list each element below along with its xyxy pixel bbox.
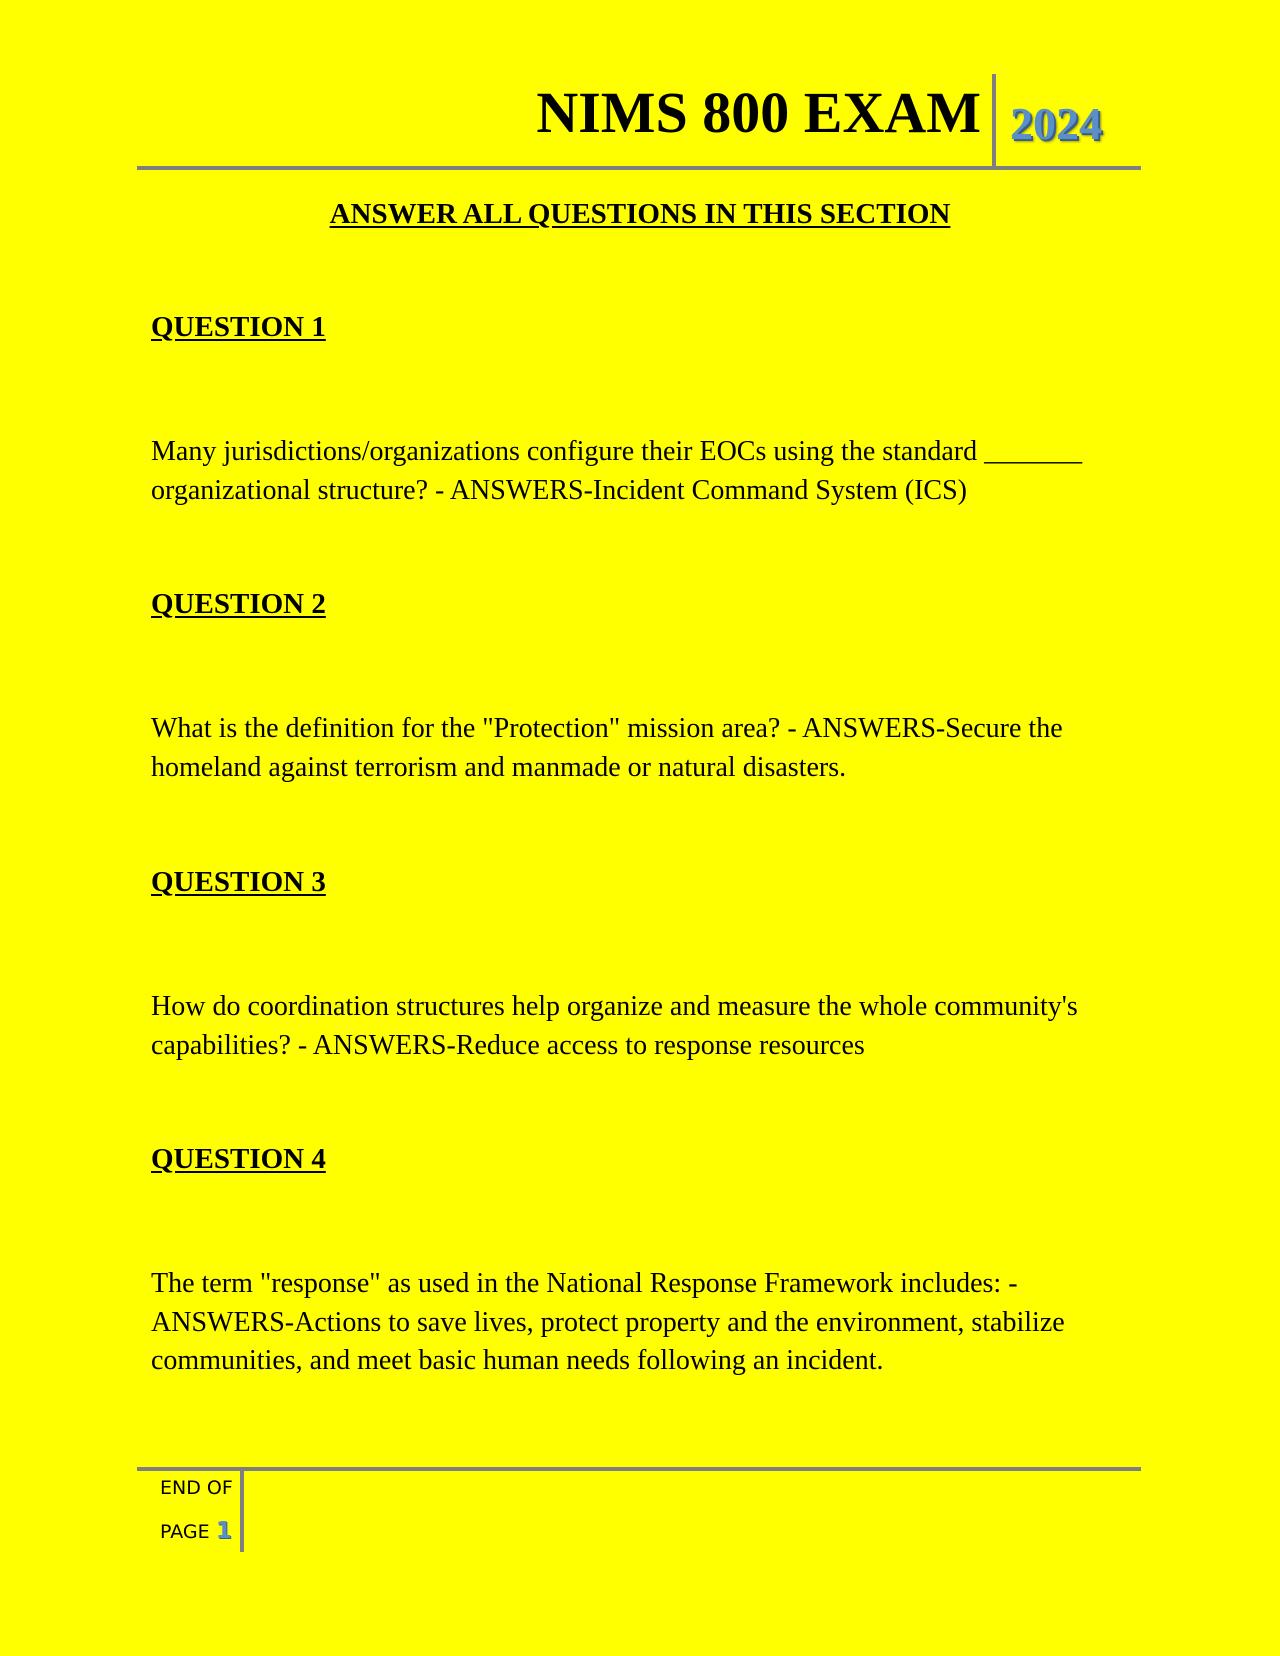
- exam-title: NIMS 800 EXAM: [536, 80, 981, 145]
- question-3-text: How do coordination structures help organize and measure the whole community's capabilities? - ANSWERS-Reduce access to response resources: [151, 991, 1078, 1061]
- footer-rule: [137, 1467, 1141, 1471]
- question-1-text: Many jurisdictions/organizations configure their EOCs using the standard _______ organizational structure? - ANSWERS-Incident Command System (ICS): [151, 436, 1083, 506]
- footer-page-prefix: PAGE: [160, 1521, 210, 1543]
- question-3-label: QUESTION 3: [151, 866, 326, 898]
- header-divider: [992, 74, 996, 167]
- question-4-text: The term "response" as used in the National Response Framework includes: - ANSWERS-Actions to save lives, protect property and the environment, stabilize communities, and meet basic human needs following an incident.: [151, 1268, 1065, 1376]
- question-2-label: QUESTION 2: [151, 588, 326, 620]
- header-rule: [137, 166, 1141, 170]
- footer-page-label: [160, 1520, 232, 1543]
- footer-end-of: END OF: [160, 1477, 233, 1499]
- question-1-label: QUESTION 1: [151, 311, 326, 343]
- footer-divider: [240, 1471, 244, 1552]
- exam-year: 2024: [1010, 98, 1102, 149]
- question-4-label: QUESTION 4: [151, 1143, 326, 1175]
- footer-page-number: 1: [215, 1518, 232, 1544]
- question-2-text: What is the definition for the "Protection" mission area? - ANSWERS-Secure the homeland against terrorism and manmade or natural disasters.: [151, 713, 1063, 783]
- section-heading: ANSWER ALL QUESTIONS IN THIS SECTION: [329, 198, 951, 230]
- page-header: [137, 74, 1141, 168]
